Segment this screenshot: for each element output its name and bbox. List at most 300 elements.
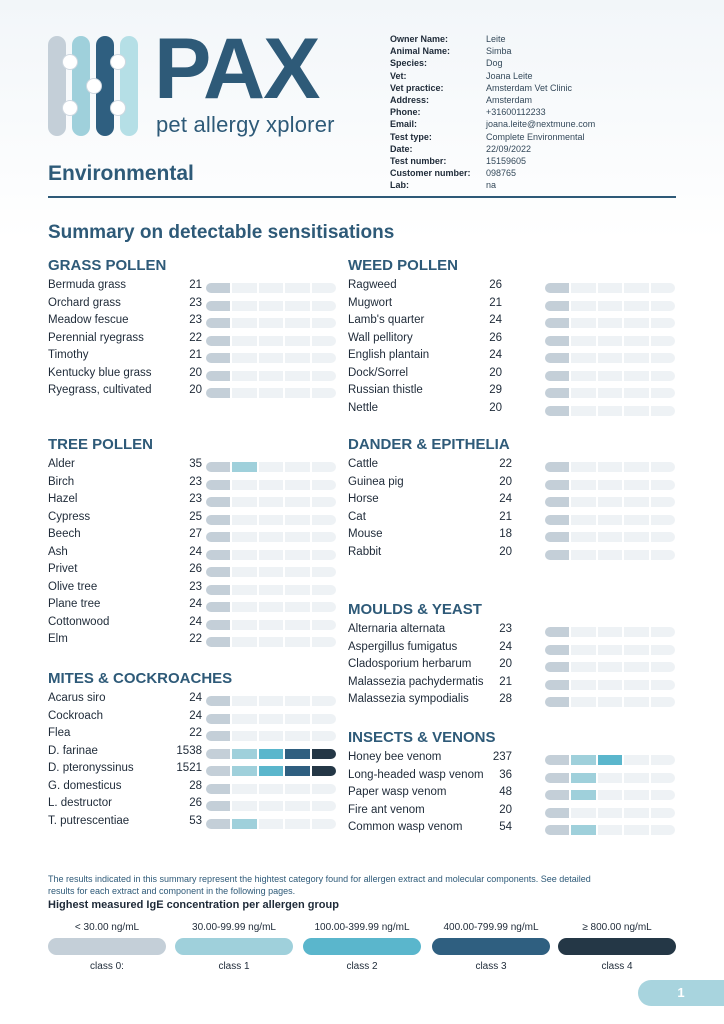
class-segment — [285, 497, 309, 507]
allergen-value: 23 — [499, 623, 512, 635]
class-segment — [232, 749, 256, 759]
class-segment — [651, 773, 675, 783]
allergen-row — [348, 384, 676, 402]
class-segment — [312, 336, 336, 346]
allergen-row — [348, 476, 676, 494]
class-scale-bar — [545, 480, 675, 490]
allergen-value: 24 — [189, 598, 202, 610]
class-segment — [206, 637, 230, 647]
class-segment — [285, 283, 309, 293]
class-scale-bar — [206, 585, 336, 595]
class-segment — [545, 388, 569, 398]
class-segment — [624, 462, 648, 472]
allergen-name: Honey bee venom — [348, 751, 442, 763]
class-segment — [651, 318, 675, 328]
class-segment — [624, 755, 648, 765]
class-segment — [259, 283, 283, 293]
class-segment — [285, 550, 309, 560]
class-segment — [259, 567, 283, 577]
info-row: Phone: +31600112233 — [390, 107, 546, 118]
class-scale-bar — [206, 515, 336, 525]
allergen-name: Acarus siro — [48, 692, 106, 704]
group-weed-pollen — [348, 257, 676, 419]
class-segment — [624, 550, 648, 560]
allergen-name: Privet — [48, 563, 78, 575]
allergen-row — [348, 693, 676, 711]
class-segment — [571, 301, 595, 311]
class-segment — [651, 353, 675, 363]
class-segment — [206, 283, 230, 293]
allergen-row — [48, 598, 376, 616]
class-segment — [545, 808, 569, 818]
class-segment — [285, 388, 309, 398]
class-segment — [624, 480, 648, 490]
class-scale-bar — [206, 714, 336, 724]
class-segment — [598, 680, 622, 690]
patient-info — [390, 33, 595, 192]
legend-class-1: 30.00-99.99 ng/mL class 1 — [175, 922, 293, 972]
class-segment — [624, 406, 648, 416]
class-scale-bar — [545, 462, 675, 472]
class-segment — [571, 371, 595, 381]
allergen-value: 24 — [499, 493, 512, 505]
class-scale-bar — [206, 784, 336, 794]
class-segment — [312, 353, 336, 363]
class-segment — [571, 462, 595, 472]
class-segment — [651, 371, 675, 381]
allergen-row — [48, 511, 376, 529]
class-segment — [545, 550, 569, 560]
class-segment — [651, 662, 675, 672]
allergen-row — [348, 786, 676, 804]
class-scale-bar — [206, 602, 336, 612]
allergen-value: 24 — [189, 615, 202, 628]
allergen-row — [348, 751, 676, 769]
class-scale-bar — [545, 790, 675, 800]
allergen-value: 22 — [189, 331, 202, 344]
class-segment — [624, 371, 648, 381]
class-scale-bar — [545, 318, 675, 328]
class-segment — [312, 585, 336, 595]
class-segment — [285, 462, 309, 472]
allergen-name: Lamb's quarter — [348, 314, 425, 326]
allergen-row — [48, 581, 376, 599]
class-scale-bar — [206, 749, 336, 759]
allergen-name: Common wasp venom — [348, 821, 463, 833]
allergen-value: 20 — [499, 545, 512, 558]
class-segment — [545, 480, 569, 490]
class-segment — [285, 602, 309, 612]
allergen-row — [48, 616, 376, 634]
allergen-value: 18 — [499, 528, 512, 540]
info-row: Species: Dog — [390, 58, 503, 69]
class-segment — [259, 480, 283, 490]
legend-title: Highest measured IgE concentration per allergen group — [48, 899, 339, 911]
class-segment — [545, 627, 569, 637]
class-segment — [285, 585, 309, 595]
class-segment — [206, 819, 230, 829]
legend-swatch — [48, 938, 166, 955]
class-segment — [232, 801, 256, 811]
allergen-row — [348, 528, 676, 546]
allergen-name: Ragweed — [348, 279, 397, 291]
allergen-value: 24 — [489, 314, 502, 326]
class-scale-bar — [545, 680, 675, 690]
allergen-name: Timothy — [48, 349, 89, 361]
class-segment — [312, 515, 336, 525]
class-segment — [545, 790, 569, 800]
allergen-name: Aspergillus fumigatus — [348, 640, 458, 653]
class-segment — [571, 532, 595, 542]
allergen-value: 23 — [189, 580, 202, 593]
class-scale-bar — [206, 336, 336, 346]
class-segment — [312, 749, 336, 759]
class-segment — [624, 336, 648, 346]
class-scale-bar — [206, 318, 336, 328]
section-title: Environmental — [48, 162, 194, 185]
class-segment — [259, 585, 283, 595]
allergen-value: 20 — [499, 475, 512, 488]
class-scale-bar — [545, 773, 675, 783]
class-segment — [232, 480, 256, 490]
class-segment — [206, 731, 230, 741]
allergen-name: Plane tree — [48, 598, 101, 610]
class-scale-bar — [206, 462, 336, 472]
class-scale-bar — [545, 371, 675, 381]
group-title: MITES & COCKROACHES — [48, 670, 233, 687]
class-scale-bar — [206, 766, 336, 776]
class-segment — [571, 480, 595, 490]
legend-swatch — [303, 938, 421, 955]
allergen-row — [348, 279, 676, 297]
class-segment — [206, 371, 230, 381]
class-segment — [571, 773, 595, 783]
class-scale-bar — [545, 497, 675, 507]
class-segment — [598, 790, 622, 800]
allergen-name: D. farinae — [48, 744, 98, 757]
allergen-value: 24 — [499, 640, 512, 653]
class-segment — [312, 371, 336, 381]
class-segment — [232, 283, 256, 293]
class-segment — [206, 696, 230, 706]
class-segment — [206, 801, 230, 811]
class-segment — [571, 627, 595, 637]
allergen-name: Birch — [48, 475, 75, 488]
class-segment — [285, 696, 309, 706]
class-segment — [259, 462, 283, 472]
class-segment — [259, 637, 283, 647]
class-segment — [545, 301, 569, 311]
class-scale-bar — [545, 550, 675, 560]
class-scale-bar — [545, 301, 675, 311]
class-segment — [598, 353, 622, 363]
class-scale-bar — [206, 819, 336, 829]
class-segment — [312, 620, 336, 630]
class-segment — [598, 627, 622, 637]
class-segment — [571, 283, 595, 293]
allergen-row — [48, 458, 379, 476]
class-segment — [232, 731, 256, 741]
allergen-value: 24 — [189, 709, 202, 722]
allergen-row — [348, 511, 676, 529]
class-segment — [312, 819, 336, 829]
class-segment — [312, 637, 336, 647]
allergen-row — [48, 727, 376, 745]
allergen-value: 22 — [189, 633, 202, 645]
class-segment — [259, 532, 283, 542]
class-segment — [571, 318, 595, 328]
allergen-name: L. destructor — [48, 797, 112, 809]
class-segment — [571, 645, 595, 655]
allergen-value: 23 — [189, 296, 202, 309]
class-segment — [598, 462, 622, 472]
class-scale-bar — [206, 283, 336, 293]
allergen-row — [48, 367, 376, 385]
footnote: The results indicated in this summary represent the hightest category found for allergen extract and molecular components. See detailed results for each extract and component in the following pages. — [48, 874, 591, 896]
allergen-name: Paper wasp venom — [348, 786, 447, 798]
class-segment — [312, 784, 336, 794]
pax-logo — [48, 21, 358, 142]
class-segment — [545, 515, 569, 525]
class-segment — [259, 819, 283, 829]
allergen-value: 21 — [489, 296, 502, 309]
allergen-name: Cypress — [48, 510, 91, 523]
class-segment — [259, 766, 283, 776]
allergen-name: Alternaria alternata — [348, 623, 446, 635]
allergen-value: 20 — [499, 803, 512, 816]
class-scale-bar — [206, 696, 336, 706]
class-segment — [206, 567, 230, 577]
class-scale-bar — [545, 336, 675, 346]
class-segment — [232, 388, 256, 398]
allergen-value: 21 — [499, 510, 512, 523]
allergen-value: 24 — [489, 349, 502, 361]
allergen-value: 20 — [489, 366, 502, 379]
allergen-row — [48, 493, 376, 511]
allergen-value: 1538 — [176, 744, 202, 757]
allergen-row — [48, 314, 376, 332]
class-segment — [651, 645, 675, 655]
class-segment — [232, 585, 256, 595]
info-row: Animal Name: Simba — [390, 46, 512, 57]
allergen-value: 24 — [189, 692, 202, 704]
class-segment — [206, 602, 230, 612]
class-segment — [651, 515, 675, 525]
class-segment — [598, 532, 622, 542]
class-segment — [259, 696, 283, 706]
class-segment — [598, 371, 622, 381]
class-segment — [232, 819, 256, 829]
class-segment — [206, 353, 230, 363]
class-scale-bar — [545, 406, 675, 416]
allergen-row — [348, 658, 676, 676]
class-segment — [259, 301, 283, 311]
group-tree-pollen — [48, 436, 379, 651]
allergen-value: 28 — [189, 779, 202, 792]
class-segment — [651, 790, 675, 800]
class-segment — [598, 755, 622, 765]
class-segment — [571, 755, 595, 765]
info-row: Lab: na — [390, 180, 497, 191]
info-row: Test number: 15159605 — [390, 156, 527, 167]
allergen-row — [348, 821, 676, 839]
class-segment — [259, 801, 283, 811]
class-segment — [206, 532, 230, 542]
class-segment — [285, 731, 309, 741]
class-segment — [624, 680, 648, 690]
class-segment — [598, 388, 622, 398]
allergen-row — [348, 676, 676, 694]
class-segment — [285, 532, 309, 542]
class-segment — [624, 825, 648, 835]
class-segment — [285, 371, 309, 381]
allergen-value: 23 — [189, 475, 202, 488]
class-segment — [259, 497, 283, 507]
logo-wordmark: PAX — [154, 21, 319, 117]
legend-class-0: < 30.00 ng/mL class 0: — [48, 922, 166, 972]
class-segment — [651, 627, 675, 637]
class-segment — [545, 371, 569, 381]
class-scale-bar — [206, 388, 336, 398]
class-segment — [545, 662, 569, 672]
class-segment — [598, 301, 622, 311]
class-segment — [312, 497, 336, 507]
class-segment — [545, 532, 569, 542]
class-segment — [598, 645, 622, 655]
class-segment — [285, 301, 309, 311]
allergen-name: Malassezia pachydermatis — [348, 675, 484, 688]
allergen-name: Cockroach — [48, 709, 103, 722]
allergen-value: 25 — [189, 510, 202, 523]
class-scale-bar — [206, 801, 336, 811]
class-scale-bar — [545, 515, 675, 525]
allergen-value: 48 — [499, 786, 512, 798]
class-segment — [312, 283, 336, 293]
class-segment — [285, 567, 309, 577]
allergen-value: 29 — [489, 384, 502, 396]
class-segment — [232, 336, 256, 346]
allergen-row — [48, 692, 376, 710]
class-segment — [571, 353, 595, 363]
class-segment — [232, 602, 256, 612]
class-segment — [206, 550, 230, 560]
class-segment — [206, 388, 230, 398]
allergen-value: 20 — [499, 658, 512, 670]
class-segment — [232, 515, 256, 525]
class-segment — [259, 620, 283, 630]
class-segment — [624, 662, 648, 672]
class-segment — [624, 353, 648, 363]
class-segment — [312, 480, 336, 490]
allergen-name: Ash — [48, 545, 68, 558]
allergen-row — [48, 528, 376, 546]
allergen-value: 22 — [189, 727, 202, 739]
allergen-row — [348, 297, 676, 315]
class-segment — [651, 336, 675, 346]
class-segment — [312, 714, 336, 724]
class-segment — [259, 784, 283, 794]
allergen-name: Cattle — [348, 458, 379, 470]
allergen-row — [48, 476, 376, 494]
class-segment — [232, 766, 256, 776]
class-scale-bar — [206, 532, 336, 542]
class-segment — [571, 808, 595, 818]
class-segment — [651, 406, 675, 416]
class-segment — [624, 808, 648, 818]
class-scale-bar — [206, 480, 336, 490]
divider — [48, 196, 676, 198]
class-segment — [545, 318, 569, 328]
allergen-row — [48, 546, 376, 564]
allergen-row — [48, 710, 376, 728]
class-scale-bar — [545, 808, 675, 818]
group-mites-cockroaches — [48, 670, 376, 832]
allergen-name: Nettle — [348, 401, 379, 414]
class-scale-bar — [206, 550, 336, 560]
allergen-row — [48, 349, 376, 367]
logo-mark-icon — [48, 36, 140, 136]
group-insects-venons — [348, 729, 676, 839]
allergen-row — [48, 633, 376, 651]
allergen-row — [48, 780, 376, 798]
class-scale-bar — [206, 567, 336, 577]
class-segment — [312, 550, 336, 560]
info-row: Email: joana.leite@nextmune.com — [390, 119, 596, 130]
class-segment — [312, 567, 336, 577]
class-segment — [232, 784, 256, 794]
page-number: 1 — [638, 980, 724, 1006]
class-segment — [651, 301, 675, 311]
class-segment — [206, 784, 230, 794]
allergen-name: Mouse — [348, 528, 383, 540]
class-segment — [232, 550, 256, 560]
class-segment — [598, 662, 622, 672]
class-segment — [598, 318, 622, 328]
class-scale-bar — [206, 731, 336, 741]
allergen-name: Long-headed wasp venom — [348, 768, 484, 781]
class-segment — [571, 336, 595, 346]
class-segment — [285, 637, 309, 647]
allergen-row — [48, 797, 376, 815]
allergen-value: 54 — [499, 821, 512, 833]
class-segment — [285, 515, 309, 525]
allergen-value: 21 — [189, 279, 202, 291]
class-segment — [651, 497, 675, 507]
allergen-name: Russian thistle — [348, 384, 423, 396]
class-segment — [285, 318, 309, 328]
class-segment — [285, 620, 309, 630]
class-scale-bar — [545, 645, 675, 655]
allergen-row — [348, 493, 676, 511]
allergen-name: Dock/Sorrel — [348, 366, 409, 379]
legend-swatch — [175, 938, 293, 955]
class-segment — [259, 336, 283, 346]
class-segment — [285, 766, 309, 776]
class-segment — [206, 336, 230, 346]
allergen-row — [348, 314, 676, 332]
class-segment — [206, 480, 230, 490]
class-segment — [206, 515, 230, 525]
class-segment — [312, 462, 336, 472]
class-scale-bar — [545, 353, 675, 363]
class-segment — [259, 371, 283, 381]
class-segment — [624, 301, 648, 311]
class-segment — [545, 825, 569, 835]
class-scale-bar — [206, 353, 336, 363]
class-segment — [232, 532, 256, 542]
class-segment — [259, 550, 283, 560]
class-segment — [598, 825, 622, 835]
